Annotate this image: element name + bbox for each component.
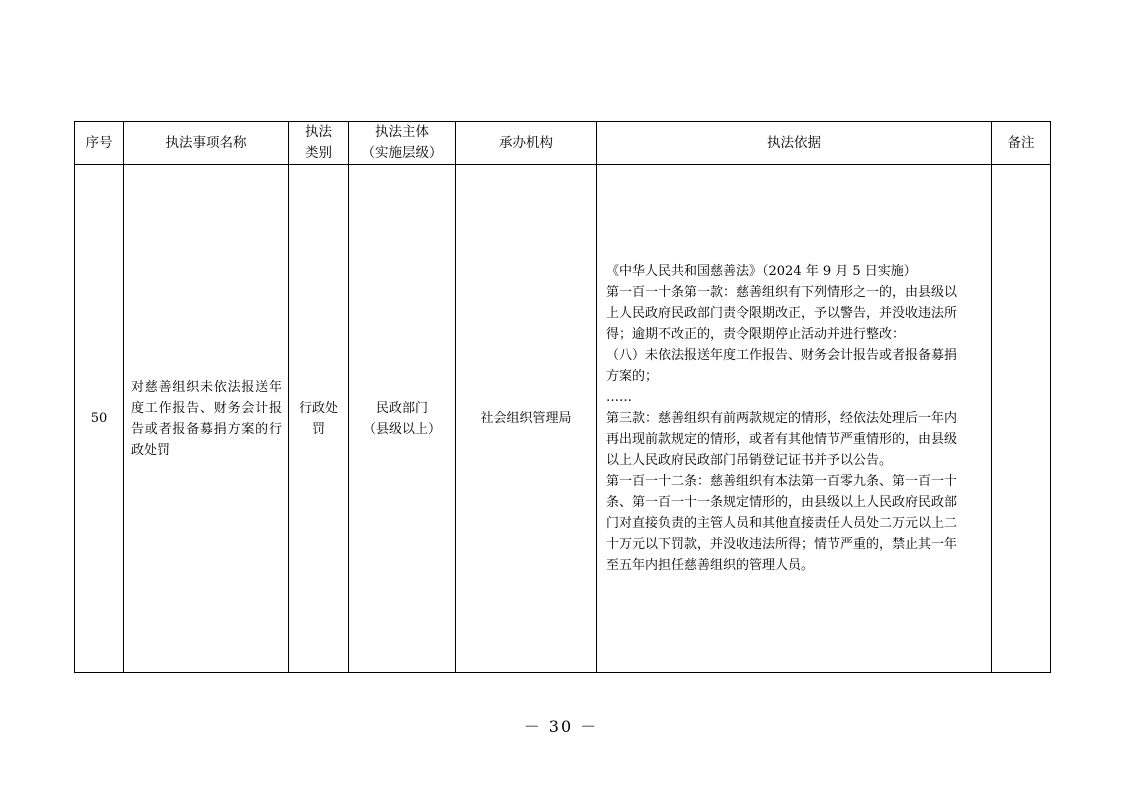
- basis-line: 门对直接负责的主管人员和其他直接责任人员处二万元以上二: [606, 516, 958, 531]
- cell-item-name: 对慈善组织未依法报送年度工作报告、财务会计报告或者报备募捐方案的行政处罚: [124, 165, 289, 673]
- basis-line: 第三款：慈善组织有前两款规定的情形，经依法处理后一年内: [606, 411, 958, 426]
- basis-line: 第一百一十条第一款：慈善组织有下列情形之一的，由县级以: [606, 285, 958, 300]
- basis-line: ……: [606, 390, 632, 405]
- basis-line: （八）未依法报送年度工作报告、财务会计报告或者报备募捐: [606, 348, 958, 363]
- page-number: － 30 －: [523, 717, 599, 736]
- header-category-line2: 类别: [305, 145, 332, 161]
- header-category: [289, 122, 349, 165]
- cell-subject: [349, 165, 456, 673]
- header-category-line1: 执法: [305, 124, 332, 140]
- cell-category: [289, 165, 349, 673]
- basis-line: 以上人民政府民政部门吊销登记证书并予以公告。: [606, 453, 893, 468]
- table-header-row: [75, 122, 1051, 165]
- cell-subject-line1: 民政部门: [375, 400, 428, 416]
- cell-remarks: [992, 165, 1051, 673]
- header-item-name: 执法事项名称: [124, 122, 289, 165]
- header-subject-line2: （实施层级）: [361, 145, 443, 161]
- header-remarks: 备注: [992, 122, 1051, 165]
- basis-line: 第一百一十二条：慈善组织有本法第一百零九条、第一百一十: [606, 474, 958, 489]
- header-basis: 执法依据: [597, 122, 992, 165]
- header-seq: 序号: [75, 122, 124, 165]
- basis-line: 方案的；: [606, 369, 659, 384]
- basis-line: 十万元以下罚款，并没收违法所得；情节严重的，禁止其一年: [606, 537, 958, 552]
- basis-line: 得；逾期不改正的，责令限期停止活动并进行整改：: [606, 327, 906, 342]
- cell-seq: 50: [75, 165, 124, 673]
- basis-line: 至五年内担任慈善组织的管理人员。: [606, 558, 815, 573]
- cell-category-line2: 罚: [311, 421, 325, 437]
- table-row: [75, 165, 1051, 673]
- header-subject: [349, 122, 456, 165]
- basis-line: 《中华人民共和国慈善法》（2024 年 9 月 5 日实施）: [606, 264, 917, 279]
- cell-agency: 社会组织管理局: [456, 165, 597, 673]
- cell-category-line1: 行政处: [298, 400, 338, 416]
- basis-line: 条、第一百一十一条规定情形的，由县级以上人民政府民政部: [606, 495, 958, 510]
- header-agency: 承办机构: [456, 122, 597, 165]
- enforcement-table: [74, 121, 1051, 673]
- basis-line: 再出现前款规定的情形，或者有其他情节严重情形的，由县级: [606, 432, 958, 447]
- cell-subject-line2: （县级以上）: [362, 421, 441, 437]
- basis-line: 上人民政府民政部门责令限期改正，予以警告，并没收违法所: [606, 306, 958, 321]
- cell-basis: [597, 165, 992, 673]
- header-subject-line1: 执法主体: [375, 124, 429, 140]
